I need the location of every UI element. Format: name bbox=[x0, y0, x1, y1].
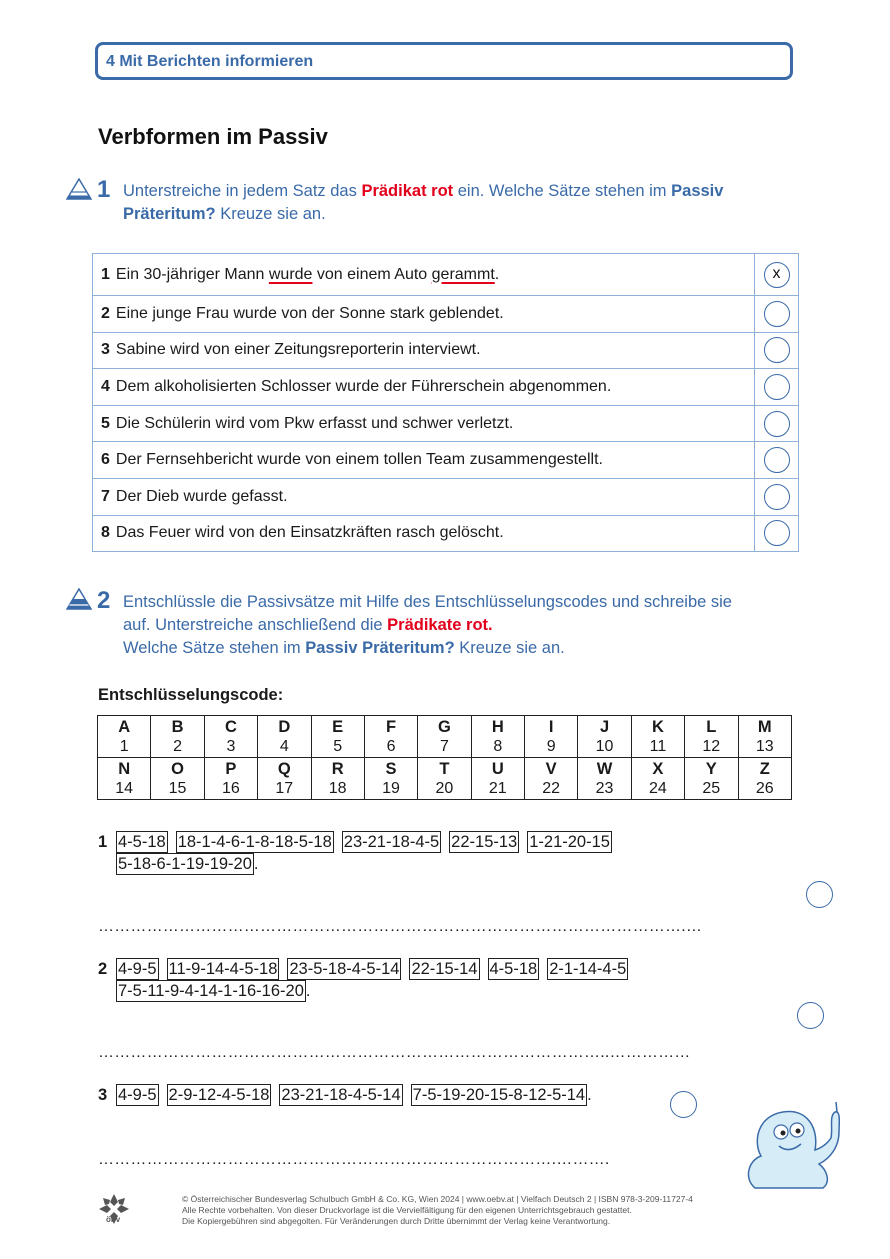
code-cell bbox=[418, 716, 471, 758]
sentence-text: von einem Auto bbox=[312, 265, 432, 283]
sentence-text: . bbox=[494, 265, 500, 283]
code-letter: P bbox=[225, 759, 237, 778]
oebv-logo-icon bbox=[97, 1192, 131, 1226]
sentence-number: 2 bbox=[101, 304, 110, 322]
code-letter: S bbox=[385, 759, 397, 778]
code-number: 22 bbox=[542, 779, 561, 797]
task1-text-b: ein. Welche Sätze stehen im bbox=[453, 182, 672, 200]
code-cell bbox=[151, 758, 204, 800]
code-cell bbox=[364, 716, 417, 758]
code-letter: Q bbox=[277, 759, 291, 778]
task2-line3-end: Kreuze sie an. bbox=[454, 639, 565, 657]
code-letter: O bbox=[171, 759, 184, 778]
encoded-word: 11-9-14-4-5-18 bbox=[168, 960, 278, 978]
encoded-end: . bbox=[305, 982, 311, 1000]
code-number: 2 bbox=[173, 737, 183, 755]
task2-line2 bbox=[123, 614, 793, 637]
code-letter: C bbox=[224, 717, 237, 736]
code-number: 13 bbox=[755, 737, 774, 755]
code-letter: K bbox=[651, 717, 664, 736]
table-row bbox=[93, 515, 799, 552]
task2-line3 bbox=[123, 637, 793, 660]
code-letter: U bbox=[491, 759, 504, 778]
checkbox-cell[interactable] bbox=[755, 405, 799, 442]
code-letter: N bbox=[118, 759, 131, 778]
sentence-text: Ein 30-jähriger Mann bbox=[115, 265, 269, 283]
encoded-end: . bbox=[587, 1086, 592, 1104]
sentence-number: 5 bbox=[101, 414, 110, 432]
code-number: 14 bbox=[115, 779, 134, 797]
code-letter: M bbox=[757, 717, 772, 736]
encoded-word: 4-9-5 bbox=[118, 1086, 157, 1104]
code-letter: R bbox=[331, 759, 344, 778]
footer-line2: Alle Rechte vorbehalten. Von dieser Druckvorlage ist die Vervielfältigung für den eigenen Unterrichtsgebrauch gestattet. bbox=[182, 1205, 632, 1215]
task1-number: 1 bbox=[97, 176, 111, 203]
table-row bbox=[93, 369, 799, 406]
sentence-cell bbox=[93, 405, 755, 442]
difficulty-pyramid-icon bbox=[66, 588, 92, 610]
code-cell bbox=[578, 758, 631, 800]
code-number: 3 bbox=[226, 737, 236, 755]
sentence-cell bbox=[93, 478, 755, 515]
code-cell bbox=[471, 758, 524, 800]
sentence-number: 7 bbox=[101, 487, 110, 505]
logo-text: öbv bbox=[106, 1215, 121, 1224]
task2-number: 2 bbox=[97, 587, 111, 614]
sentence-number: 1 bbox=[101, 265, 110, 283]
code-cell bbox=[631, 716, 684, 758]
code-letter: L bbox=[706, 717, 717, 736]
code-number: 9 bbox=[546, 737, 556, 755]
checkbox-circle[interactable]: x bbox=[764, 262, 790, 288]
code-letter: W bbox=[596, 759, 613, 778]
code-cell bbox=[738, 758, 792, 800]
task2-line3-bold: Passiv Präteritum? bbox=[305, 639, 455, 657]
code-letter: Z bbox=[759, 759, 770, 778]
code-letter: B bbox=[171, 717, 184, 736]
encoded-line bbox=[116, 831, 620, 853]
code-cell bbox=[578, 716, 631, 758]
code-cell bbox=[525, 758, 578, 800]
table-row bbox=[98, 716, 792, 758]
footer-line3: Die Kopiergebühren sind abgegolten. Für Veränderungen durch Dritte übernimmt der Verlag keine Verantwortung. bbox=[182, 1216, 611, 1226]
encoded-line bbox=[116, 958, 636, 980]
sentence-text: Sabine wird von einer Zeitungsreporterin interviewt. bbox=[115, 341, 481, 359]
code-number: 24 bbox=[649, 779, 667, 797]
code-number: 25 bbox=[702, 779, 721, 797]
encoded-word: 4-5-18 bbox=[489, 960, 538, 978]
encoded-sentence-1 bbox=[98, 831, 698, 879]
code-letter: D bbox=[278, 717, 291, 736]
encoded-number: 2 bbox=[98, 960, 108, 978]
encoded-word: 2-9-12-4-5-18 bbox=[168, 1086, 270, 1104]
checkbox-circle[interactable] bbox=[670, 1091, 697, 1118]
code-number: 12 bbox=[702, 737, 721, 755]
checkbox-circle[interactable] bbox=[764, 520, 790, 546]
sentence-cell bbox=[93, 296, 755, 333]
code-letter: G bbox=[438, 717, 451, 736]
table-row bbox=[93, 254, 799, 296]
code-cell bbox=[471, 716, 524, 758]
answer-line[interactable]: …………………………………………………………………………………..…………… bbox=[98, 1044, 691, 1061]
code-cell bbox=[258, 758, 311, 800]
checkbox-cell[interactable] bbox=[755, 296, 799, 333]
code-number: 1 bbox=[119, 737, 129, 755]
code-cell bbox=[685, 758, 738, 800]
code-cell bbox=[364, 758, 417, 800]
sentence-text: Dem alkoholisierten Schlosser wurde der Führerschein abgenommen. bbox=[115, 377, 612, 395]
task2-line2-text: auf. Unterstreiche anschließend die bbox=[123, 616, 388, 634]
table-row bbox=[93, 332, 799, 369]
code-letter: X bbox=[652, 759, 664, 778]
sentence-number: 8 bbox=[101, 524, 110, 542]
predicate-underlined: wurde bbox=[268, 265, 313, 283]
chapter-title: 4 Mit Berichten informieren bbox=[106, 53, 314, 70]
task2-line3-text: Welche Sätze stehen im bbox=[123, 639, 306, 657]
code-number: 19 bbox=[382, 779, 400, 797]
code-letter: Y bbox=[705, 759, 717, 778]
encoded-word: 2-1-14-4-5 bbox=[549, 960, 627, 978]
code-number: 4 bbox=[279, 737, 289, 755]
checkbox-cell[interactable] bbox=[755, 254, 799, 296]
sentence-number: 4 bbox=[101, 377, 110, 395]
code-letter: T bbox=[439, 759, 450, 778]
checkbox-circle[interactable] bbox=[806, 881, 833, 908]
task1-text-c: Kreuze sie an. bbox=[215, 205, 326, 223]
code-cell bbox=[418, 758, 471, 800]
task2-line1: Entschlüssle die Passivsätze mit Hilfe des Entschlüsselungscodes und schreibe sie bbox=[123, 593, 732, 611]
checkbox-circle[interactable] bbox=[764, 484, 790, 510]
answer-line[interactable]: ……………………………………………………………………………………………….… bbox=[98, 918, 703, 935]
encoded-word: 1-21-20-15 bbox=[529, 833, 610, 851]
encoded-number: 1 bbox=[98, 833, 108, 851]
task1-text-bold: Passiv Präteritum? bbox=[123, 182, 724, 223]
code-number: 5 bbox=[333, 737, 343, 755]
code-number: 8 bbox=[493, 737, 503, 755]
footer bbox=[182, 1194, 727, 1227]
code-cell bbox=[151, 716, 204, 758]
encoded-word: 18-1-4-6-1-8-18-5-18 bbox=[177, 833, 332, 851]
sentence-cell bbox=[93, 332, 755, 369]
footer-line1: © Österreichischer Bundesverlag Schulbuch GmbH & Co. KG, Wien 2024 | www.oebv.at | Vielfach Deutsch 2 | ISBN 978-3-209-11727-4 bbox=[182, 1194, 693, 1204]
checkbox-cell[interactable] bbox=[755, 515, 799, 552]
table-row bbox=[93, 405, 799, 442]
difficulty-pyramid-icon bbox=[66, 178, 92, 200]
code-cell bbox=[258, 716, 311, 758]
encoded-word: 7-5-19-20-15-8-12-5-14 bbox=[412, 1086, 586, 1104]
sentence-number: 3 bbox=[101, 341, 110, 359]
code-cell bbox=[525, 716, 578, 758]
code-cell bbox=[204, 758, 257, 800]
table-row bbox=[93, 442, 799, 479]
encoded-word: 23-21-18-4-5 bbox=[343, 833, 440, 851]
task1-text-a: Unterstreiche in jedem Satz das bbox=[123, 182, 362, 200]
code-number: 17 bbox=[275, 779, 294, 797]
table-row bbox=[98, 758, 792, 800]
table-row bbox=[93, 478, 799, 515]
code-letter: H bbox=[491, 717, 504, 736]
encoded-word: 22-15-13 bbox=[451, 833, 518, 851]
code-letter: A bbox=[118, 717, 131, 736]
code-cell bbox=[98, 716, 151, 758]
sentence-table bbox=[92, 253, 799, 552]
encoded-word: 5-18-6-1-19-19-20 bbox=[118, 855, 252, 873]
code-letter: V bbox=[545, 759, 557, 778]
encoded-end: . bbox=[253, 855, 259, 873]
encoded-sentence-3 bbox=[98, 1084, 698, 1108]
sentence-number: 6 bbox=[101, 451, 110, 469]
sentence-cell bbox=[93, 515, 755, 552]
table-row bbox=[93, 296, 799, 333]
encoded-line bbox=[116, 1084, 592, 1106]
code-number: 21 bbox=[488, 779, 507, 797]
code-number: 11 bbox=[649, 737, 667, 755]
code-number: 15 bbox=[168, 779, 187, 797]
encoded-word: 4-5-18 bbox=[118, 833, 166, 851]
code-label: Entschlüsselungscode: bbox=[98, 686, 284, 704]
code-number: 26 bbox=[755, 779, 774, 797]
code-number: 16 bbox=[222, 779, 240, 797]
code-number: 20 bbox=[435, 779, 454, 797]
encoded-word: 23-5-18-4-5-14 bbox=[289, 960, 400, 978]
code-cell bbox=[311, 758, 364, 800]
encoded-word: 23-21-18-4-5-14 bbox=[281, 1086, 401, 1104]
checkbox-cell[interactable] bbox=[755, 332, 799, 369]
checkbox-circle[interactable] bbox=[764, 374, 790, 400]
code-number: 18 bbox=[328, 779, 347, 797]
code-letter: I bbox=[548, 717, 554, 736]
chapter-header bbox=[95, 42, 793, 80]
checkbox-circle[interactable] bbox=[764, 301, 790, 327]
code-number: 7 bbox=[439, 737, 449, 755]
code-number: 6 bbox=[386, 737, 396, 755]
code-cell bbox=[631, 758, 684, 800]
sentence-text: Der Dieb wurde gefasst. bbox=[115, 487, 288, 505]
task2-instruction bbox=[123, 591, 793, 660]
checkbox-circle[interactable] bbox=[764, 337, 790, 363]
checkbox-cell[interactable] bbox=[755, 442, 799, 479]
task1-text-red: Prädikat rot bbox=[361, 182, 454, 200]
encoded-sentence-2 bbox=[98, 958, 698, 1006]
encoded-word: 22-15-14 bbox=[411, 960, 478, 978]
encoded-word: 7-5-11-9-4-14-1-16-16-20 bbox=[118, 982, 304, 1000]
code-cell bbox=[204, 716, 257, 758]
sentence-cell bbox=[93, 254, 755, 296]
code-cell bbox=[311, 716, 364, 758]
page-title: Verbformen im Passiv bbox=[98, 124, 328, 149]
code-number: 10 bbox=[595, 737, 614, 755]
sentence-text: Die Schülerin wird vom Pkw erfasst und schwer verletzt. bbox=[115, 414, 514, 432]
code-cell bbox=[685, 716, 738, 758]
code-cell bbox=[738, 716, 792, 758]
encoded-line bbox=[116, 853, 259, 875]
code-number: 23 bbox=[595, 779, 614, 797]
task1-instruction bbox=[123, 180, 793, 226]
checkbox-cell[interactable] bbox=[755, 478, 799, 515]
task2-line2-red: Prädikate rot. bbox=[387, 616, 493, 634]
code-letter: J bbox=[599, 717, 610, 736]
sentence-cell bbox=[93, 369, 755, 406]
encoded-word: 4-9-5 bbox=[118, 960, 157, 978]
encoded-line bbox=[116, 980, 310, 1002]
sentence-cell bbox=[93, 442, 755, 479]
checkbox-cell[interactable] bbox=[755, 369, 799, 406]
decoding-table bbox=[97, 715, 792, 800]
predicate-underlined: gerammt bbox=[431, 265, 495, 283]
sentence-text: Das Feuer wird von den Einsatzkräften rasch gelöscht. bbox=[115, 524, 504, 542]
sentence-text: Der Fernsehbericht wurde von einem tollen Team zusammengestellt. bbox=[115, 451, 603, 469]
answer-line[interactable]: ………………………………………………………………………….………. bbox=[98, 1151, 610, 1168]
code-cell bbox=[98, 758, 151, 800]
checkbox-circle[interactable] bbox=[764, 411, 790, 437]
code-letter: E bbox=[332, 717, 344, 736]
mascot-illustration bbox=[735, 1098, 853, 1194]
checkbox-circle[interactable] bbox=[797, 1002, 824, 1029]
encoded-number: 3 bbox=[98, 1086, 108, 1104]
code-letter: F bbox=[386, 717, 397, 736]
sentence-text: Eine junge Frau wurde von der Sonne stark geblendet. bbox=[115, 304, 504, 322]
checkbox-circle[interactable] bbox=[764, 447, 790, 473]
